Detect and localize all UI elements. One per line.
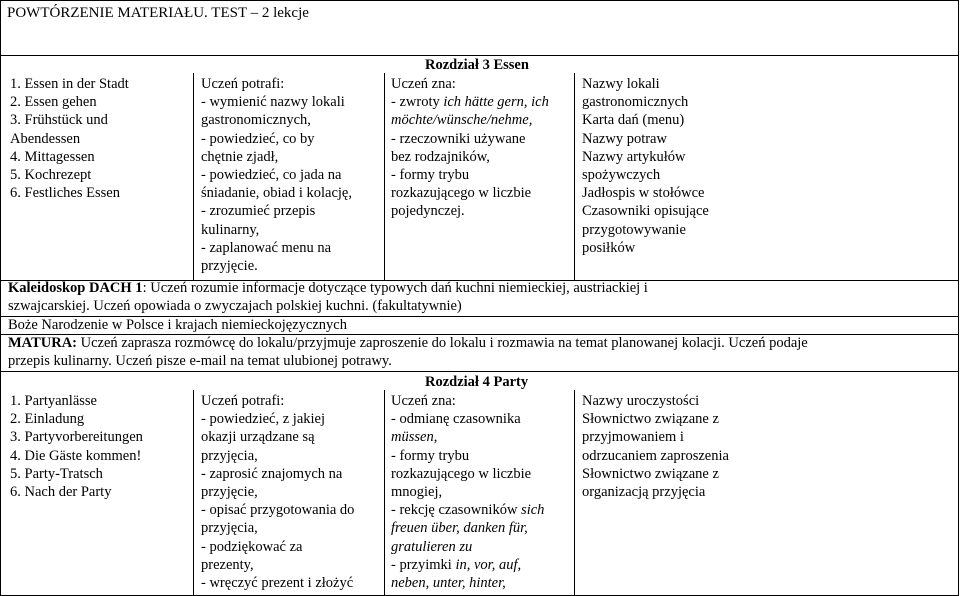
grammar-line: - odmianę czasownika [391, 411, 521, 428]
vocab-line: Nazwy potraw [582, 130, 667, 147]
skill-line: - powiedzieć, co jada na [201, 167, 342, 184]
vocab-line: gastronomicznych [582, 94, 689, 111]
skill-line: - wymienić nazwy lokali [201, 94, 345, 111]
section3-vocab [582, 75, 709, 257]
grammar-line: bez rodzajników, [391, 148, 490, 165]
section4-topics [10, 392, 143, 501]
grammar-line: - formy trybu [391, 167, 470, 184]
vocab-line: Słownictwo związane z [582, 465, 719, 482]
topic-item: Abendessen [10, 130, 81, 147]
skill-line: - zaplanować menu na [201, 239, 332, 256]
grammar-line: - rzeczowniki używane [391, 130, 526, 147]
topic-item: 1. Essen in der Stadt [10, 76, 129, 92]
vocab-line: Jadłospis w stołówce [582, 185, 705, 202]
grammar-line: - formy trybu [391, 447, 470, 464]
skill-line: przyjęcie, [201, 484, 258, 501]
topic-item: 6. Nach der Party [10, 484, 112, 501]
grammar-line: möchte/wünsche/nehme, [391, 112, 533, 129]
vocab-line: posiłków [582, 239, 636, 256]
vocab-line: organizacją przyjęcia [582, 484, 706, 501]
vocab-line: przygotowywanie [582, 221, 686, 238]
skill-line: gastronomicznych, [201, 112, 311, 129]
matura-label: MATURA: [8, 335, 77, 351]
grammar-line: freuen über, danken für, [391, 520, 528, 537]
vocab-line: Nazwy lokali [582, 76, 660, 92]
section3-heading: Rozdział 3 Essen [425, 57, 529, 73]
topic-item: 5. Party-Tratsch [10, 465, 103, 482]
section4-grammar [391, 392, 544, 592]
vocab-line: odrzucaniem zaproszenia [582, 447, 729, 464]
topic-item: 3. Partyvorbereitungen [10, 429, 143, 446]
topic-item: 4. Die Gäste kommen! [10, 447, 142, 464]
topic-item: 2. Essen gehen [10, 94, 97, 111]
grammar-line: - zwroty ich hätte gern, ich [391, 94, 549, 111]
grammar-line: rozkazującego w liczbie [391, 465, 532, 482]
kaleidoskop-label: Kaleidoskop DACH 1 [8, 280, 143, 296]
vocab-line: Karta dań (menu) [582, 112, 685, 129]
grammar-line: pojedynczej. [391, 203, 465, 220]
grammar-line: - rekcję czasowników sich [391, 502, 545, 519]
skill-line: - powiedzieć, z jakiej [201, 411, 325, 428]
grammar-line: mnogiej, [391, 484, 443, 501]
kaleidoskop-note: Kaleidoskop DACH 1: Uczeń rozumie informacje dotyczące typowych dań kuchni niemieckiej, austriackiej i szwajcarskiej. Uczeń opowiada o zwyczajach polskiej kuchni. (fakultatywnie) [8, 280, 648, 314]
section3-skills [201, 75, 352, 275]
vocab-line: Nazwy uroczystości [582, 393, 700, 409]
skill-line: przyjęcia, [201, 520, 258, 537]
skill-line: przyjęcia, [201, 447, 258, 464]
grammar-header: Uczeń zna: [391, 393, 456, 409]
topic-item: 5. Kochrezept [10, 167, 92, 184]
matura-note: MATURA: Uczeń zaprasza rozmówcę do lokalu/przyjmuje zaproszenie do lokalu i rozmawia na temat planowanej kolacji. Uczeń podaje przepis kulinarny. Uczeń pisze e-mail na temat ulubionej potrawy. [8, 335, 808, 369]
skill-line: prezenty, [201, 556, 254, 573]
skill-line: chętnie zjadł, [201, 148, 279, 165]
skills-header: Uczeń potrafi: [201, 76, 285, 92]
skill-line: - zrozumieć przepis [201, 203, 316, 220]
topic-item: 3. Frühstück und [10, 112, 108, 129]
skill-line: przyjęcie. [201, 258, 258, 275]
topic-item: 4. Mittagessen [10, 148, 95, 165]
skill-line: - podziękować za [201, 538, 303, 555]
page-title: POWTÓRZENIE MATERIAŁU. TEST – 2 lekcje [7, 5, 309, 21]
topic-item: 2. Einladung [10, 411, 85, 428]
vocab-line: spożywczych [582, 167, 661, 184]
skill-line: - zaprosić znajomych na [201, 465, 343, 482]
grammar-line: rozkazującego w liczbie [391, 185, 532, 202]
skill-line: - opisać przygotowania do [201, 502, 355, 519]
section3-topics [10, 75, 129, 202]
skill-line: - wręczyć prezent i złożyć [201, 575, 354, 592]
section4-skills [201, 392, 354, 592]
section4-heading: Rozdział 4 Party [425, 374, 529, 390]
christmas-topic: Boże Narodzenie w Polsce i krajach niemieckojęzycznych [8, 317, 347, 333]
section4-vocab [582, 392, 729, 501]
skills-header: Uczeń potrafi: [201, 393, 285, 409]
section3-grammar [391, 75, 549, 221]
skill-line: kulinarny, [201, 221, 260, 238]
topic-item: 1. Partyanlässe [10, 393, 97, 409]
vocab-line: Słownictwo związane z [582, 411, 719, 428]
grammar-line: - przyimki in, vor, auf, [391, 556, 522, 573]
topic-item: 6. Festliches Essen [10, 185, 120, 202]
vocab-line: przyjmowaniem i [582, 429, 684, 446]
skill-line: śniadanie, obiad i kolację, [201, 185, 352, 202]
grammar-line: neben, unter, hinter, [391, 575, 506, 592]
grammar-header: Uczeń zna: [391, 76, 456, 92]
vocab-line: Czasowniki opisujące [582, 203, 709, 220]
skill-line: okazji urządzane są [201, 429, 315, 446]
vocab-line: Nazwy artykułów [582, 148, 686, 165]
grammar-line: müssen, [391, 429, 438, 446]
skill-line: - powiedzieć, co by [201, 130, 315, 147]
grammar-line: gratulieren zu [391, 538, 473, 555]
